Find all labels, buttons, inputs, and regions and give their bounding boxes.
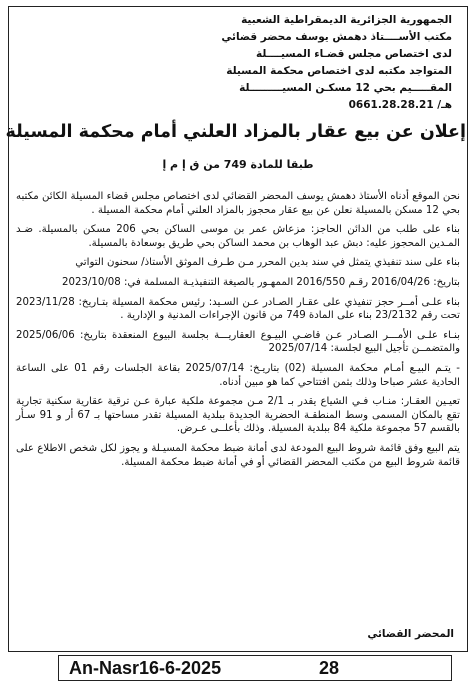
notice-subtitle: طبقا للمادة 749 من ق إ م إ — [162, 158, 314, 171]
header-office: مكتب الأســــتاذ دهمش يوسف محضر قضائي — [221, 31, 452, 43]
paragraph-title-deed: بناء على سند تنفيذي يتمثل في سند بدين المحرر مـن طـرف الموثق الأستاذ/ سحنون التواتي — [75, 257, 460, 269]
paragraph-postponement: بنـاء علـى الأمـــر الصـادر عـن قاضـي البيـوع العقاريـــة بجلسة البيوع المنعقدة بتاريخ: 2025/06/06 والمتضمــن تأجيل البيع لجلسة: 2025/07/14 — [16, 329, 460, 355]
publication-footer — [58, 655, 452, 681]
paragraph-sale-date: - يتـم البيـع أمـام محكمة المسيلة (02) بتاريـخ: 2025/07/14 بقاعة الجلسات رقم 01 على الساعة الحادية عشر صباحا وذلك بثمن افتتاحي كما هو مبين أدناه. — [16, 362, 460, 388]
header-location: المتواجد مكتبه لدى اختصاص محكمة المسيلة — [226, 65, 452, 77]
page-number: 28 — [318, 658, 339, 678]
office-header — [92, 12, 452, 114]
paragraph-parties: بناء على طلب من الدائن الحاجز: مزعاش عمر بن موسى الساكن بحي 206 مسكن بالمسيلة. ضـد المـدين المحجوز عليه: دبش عبد الوهاب بن محمد الساكن بحي طريق بوسعادة بالمسيلة. — [16, 224, 460, 249]
notice-body — [16, 190, 460, 475]
header-republic: الجمهورية الجزائرية الديمقراطية الشعبية — [241, 14, 452, 26]
header-address: المقـــــيم بحي 12 مسكـن المسيـــــــــلة — [239, 82, 452, 94]
paragraph-deed-date: بتاريخ: 2016/04/26 رقـم 2016/550 الممهـور بالصيغة التنفيذيـة المسلمة في: 2023/10/08 — [61, 276, 460, 288]
paragraph-property: تعيـين العقـار: منـاب فـي الشياع يقدر بـ 2/1 مـن مجموعة ملكية عبارة عـن ترقية عقارية سكنية تجارية تقع بالمكان المسمى وسط المنطقـة الحضرية الجديدة ببلدية المسيلة تقدر مساحتها بـ 67 أر و 91 سـأر بالقسم 57 مجموعة ملكية 84 ببلدية المسيلة. وذلك بأعلــى عـرض. — [16, 396, 460, 435]
paragraph-seizure-order: بناء علـى أمــر حجز تنفيذي على عقـار الصـادر عـن السـيد: رئيس محكمة المسيلة بتـاريخ: 2023/11/28 تحت رقم 23/2132 بناء على المادة 749 من قانون الإجراءات المدنية و الإدارية . — [16, 296, 460, 322]
publication-date: An-Nasr16-6-2025 — [69, 658, 222, 678]
bailiff-signature: المحضر القضائي — [367, 628, 454, 640]
header-phone: هـ/ 0661.28.28.21 — [348, 99, 452, 111]
notice-title: إعلان عن بيع عقار بالمزاد العلني أمام محكمة المسيلة — [5, 122, 466, 142]
header-jurisdiction: لدى اختصاص مجلس قضـاء المسيــــلة — [256, 48, 452, 60]
paragraph-conditions: يتم البيع وفق قائمة شروط البيع المودعة لدى أمانة ضبط محكمة المسيـلة و يجوز لكل شخص الاطلاع على قائمة شروط البيع من مكتب المحضر القضائي أو في أمانة ضبط محكمة المسيلة. — [16, 442, 460, 468]
paragraph-intro: نحن الموقع أدناه الأستاذ دهمش يوسف المحضر القضائي لدى اختصاص مجلس قضاء المسيلة الكائن مكتبه بحي 12 مسكن بالمسيلة نعلن عن بيع عقار محجوز بالمزاد العلني أمام محكمة المسيلة . — [16, 191, 460, 216]
